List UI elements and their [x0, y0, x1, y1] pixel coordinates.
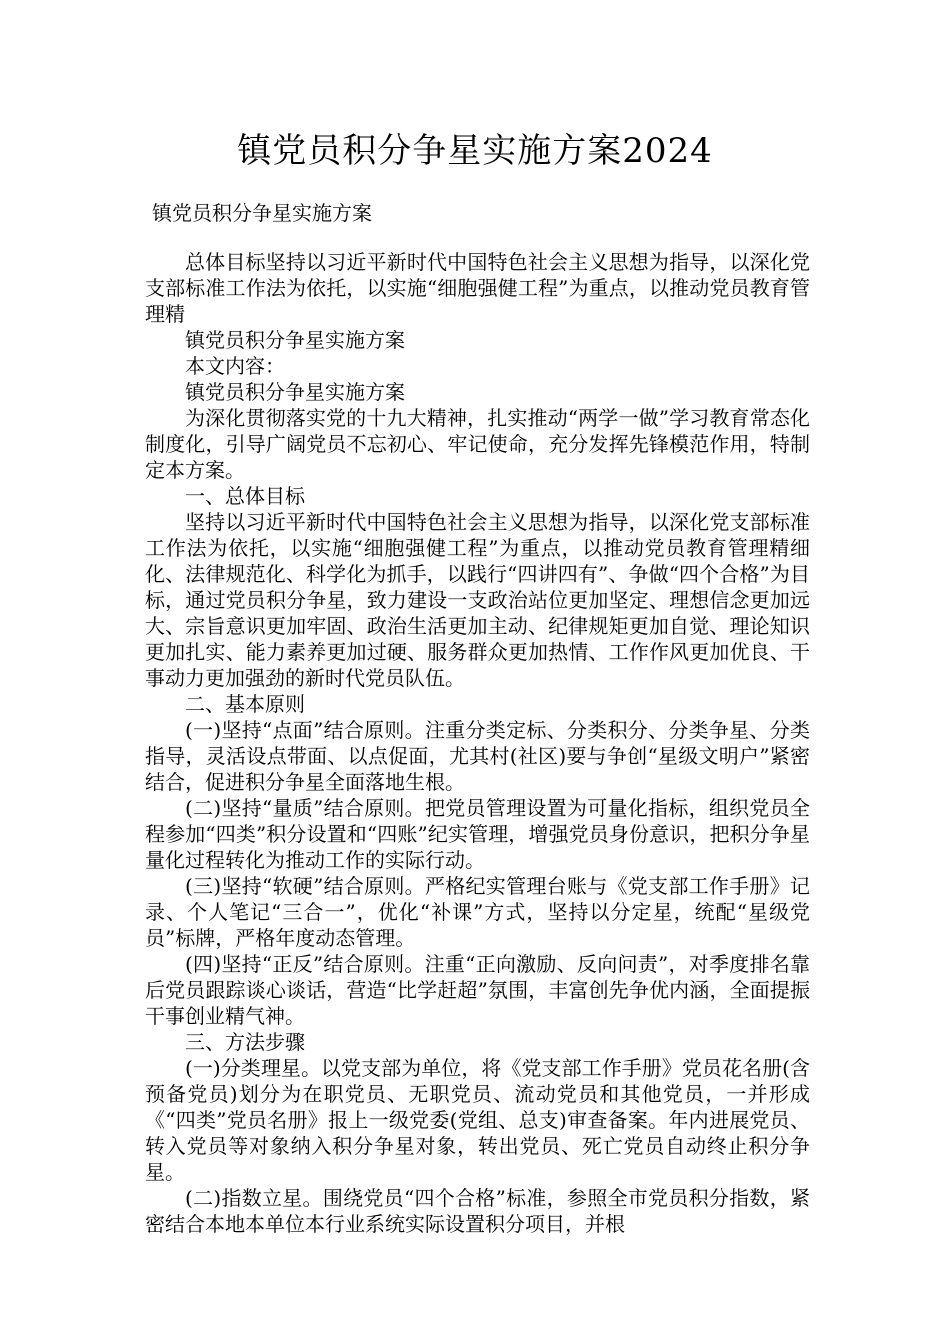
paragraph: (一)坚持“点面”结合原则。注重分类定标、分类积分、分类争星、分类指导，灵活设点带面、以点促面，尤其村(社区)要与争创“星级文明户”紧密结合，促进积分争星全面落地生根。 [145, 718, 810, 794]
paragraph: (一)分类理星。以党支部为单位，将《党支部工作手册》党员花名册(含预备党员)划分为在职党员、无职党员、流动党员和其他党员，一并形成《“四类”党员名册》报上一级党委(党组、总支)审查备案。年内进展党员、转入党员等对象纳入积分争星对象，转出党员、死亡党员自动终止积分争星。 [145, 1056, 810, 1184]
section-heading: 三、方法步骤 [185, 1030, 305, 1054]
paragraph: (二)指数立星。围绕党员“四个合格”标准，参照全市党员积分指数，紧密结合本地本单位本行业系统实际设置积分项目，并根 [145, 1186, 810, 1236]
paragraph: (三)坚持“软硬”结合原则。严格纪实管理台账与《党支部工作手册》记录、个人笔记“三合一”，优化“补课”方式，坚持以分定星，统配“星级党员”标牌，严格年度动态管理。 [145, 874, 810, 950]
section-heading: 二、基本原则 [185, 692, 305, 716]
paragraph: 为深化贯彻落实党的十九大精神，扎实推动“两学一做”学习教育常态化制度化，引导广阔党员不忘初心、牢记使命，充分发挥先锋模范作用，特制定本方案。 [145, 406, 810, 482]
paragraph: 坚持以习近平新时代中国特色社会主义思想为指导，以深化党支部标准工作法为依托，以实施“细胞强健工程”为重点，以推动党员教育管理精细化、法律规范化、科学化为抓手，以践行“四讲四有”、争做“四个合格”为目标，通过党员积分争星，致力建设一支政治站位更加坚定、理想信念更加远大、宗旨意识更加牢固、政治生活更加主动、纪律规矩更加自觉、理论知识更加扎实、能力素养更加过硬、服务群众更加热情、工作作风更加优良、干事动力更加强劲的新时代党员队伍。 [145, 510, 810, 690]
paragraph: (四)坚持“正反”结合原则。注重“正向激励、反向问责”，对季度排名靠后党员跟踪谈心谈话，营造“比学赶超”氛围，丰富创先争优内涵，全面提振干事创业精气神。 [145, 952, 810, 1028]
section-heading: 一、总体目标 [185, 484, 305, 508]
paragraph: 本文内容： [185, 354, 285, 378]
document-subtitle: 镇党员积分争星实施方案 [152, 201, 372, 225]
paragraph: 总体目标坚持以习近平新时代中国特色社会主义思想为指导，以深化党支部标准工作法为依托，以实施“细胞强健工程”为重点，以推动党员教育管理精 [145, 250, 810, 326]
document-body [145, 249, 810, 1237]
document-title: 镇党员积分争星实施方案2024 [237, 131, 713, 171]
paragraph: (二)坚持“量质”结合原则。把党员管理设置为可量化指标，组织党员全程参加“四类”积分设置和“四账”纪实管理，增强党员身份意识，把积分争星量化过程转化为推动工作的实际行动。 [145, 796, 810, 872]
paragraph: 镇党员积分争星实施方案 [185, 328, 405, 352]
paragraph: 镇党员积分争星实施方案 [185, 380, 405, 404]
